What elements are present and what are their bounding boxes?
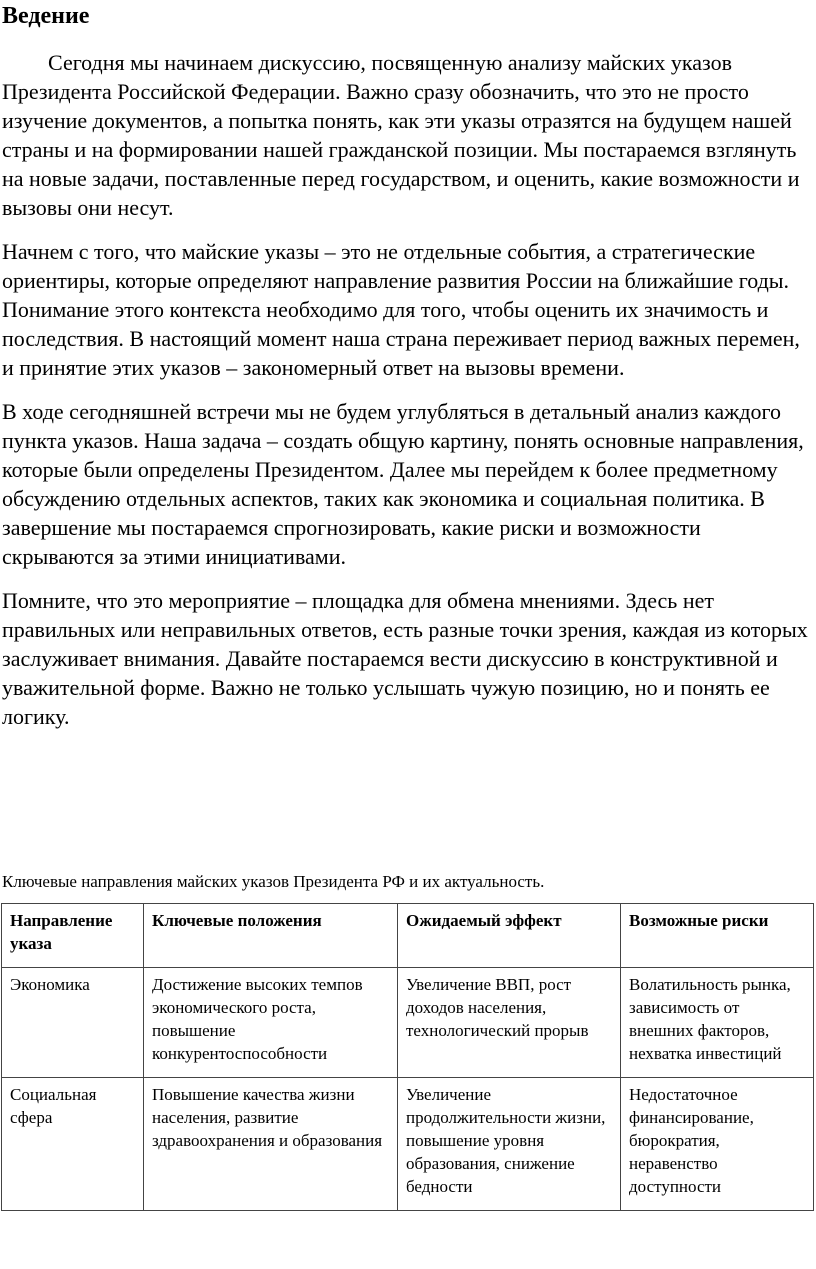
paragraph: Начнем с того, что майские указы – это не отдельные события, а стратегические ориентиры, которые определяют направление развития России на ближайшие годы. Понимание этого контекста необходимо для того, чтобы оценить их значимость и последствия. В настоящий момент наша страна переживает период важных перемен, и принятие этих указов – закономерный ответ на вызовы времени. xyxy=(2,239,800,380)
table-cell: Социальная сфера xyxy=(2,1078,144,1211)
table-cell: Недостаточное финансирование, бюрократия, неравенство доступности xyxy=(621,1078,814,1211)
table-row xyxy=(2,1078,814,1211)
header-cell: Ключевые положения xyxy=(144,904,398,968)
header-cell: Направление указа xyxy=(2,904,144,968)
paragraph: Сегодня мы начинаем дискуссию, посвященную анализу майских указов Президента Российской Федерации. Важно сразу обозначить, что это не просто изучение документов, а попытка понять, как эти указы отразятся на будущем нашей страны и на формировании нашей гражданской позиции. Мы постараемся взглянуть на новые задачи, поставленные перед государством, и оценить, какие возможности и вызовы они несут. xyxy=(2,50,800,220)
table-cell: Экономика xyxy=(2,968,144,1078)
decrees-table xyxy=(1,903,814,1211)
header-cell: Возможные риски xyxy=(621,904,814,968)
table-cell: Повышение качества жизни населения, развитие здравоохранения и образования xyxy=(144,1078,398,1211)
document-body xyxy=(2,48,814,746)
table-header-row xyxy=(2,904,814,968)
header-cell: Ожидаемый эффект xyxy=(398,904,621,968)
paragraph: Помните, что это мероприятие – площадка для обмена мнениями. Здесь нет правильных или неправильных ответов, есть разные точки зрения, каждая из которых заслуживает внимания. Давайте постараемся вести дискуссию в конструктивной и уважительной форме. Важно не только услышать чужую позицию, но и понять ее логику. xyxy=(2,588,808,729)
table-cell: Достижение высоких темпов экономического роста, повышение конкурентоспособности xyxy=(144,968,398,1078)
paragraph: В ходе сегодняшней встречи мы не будем углубляться в детальный анализ каждого пункта указов. Наша задача – создать общую картину, понять основные направления, которые были определены Президентом. Далее мы перейдем к более предметному обсуждению отдельных аспектов, таких как экономика и социальная политика. В завершение мы постараемся спрогнозировать, какие риски и возможности скрываются за этими инициативами. xyxy=(2,399,804,569)
table-row xyxy=(2,968,814,1078)
table-cell: Увеличение ВВП, рост доходов населения, технологический прорыв xyxy=(398,968,621,1078)
table-caption: Ключевые направления майских указов Президента РФ и их актуальность. xyxy=(2,872,545,891)
section-heading: Ведение xyxy=(2,3,90,29)
table-cell: Волатильность рынка, зависимость от внешних факторов, нехватка инвестиций xyxy=(621,968,814,1078)
table-cell: Увеличение продолжительности жизни, повышение уровня образования, снижение бедности xyxy=(398,1078,621,1211)
